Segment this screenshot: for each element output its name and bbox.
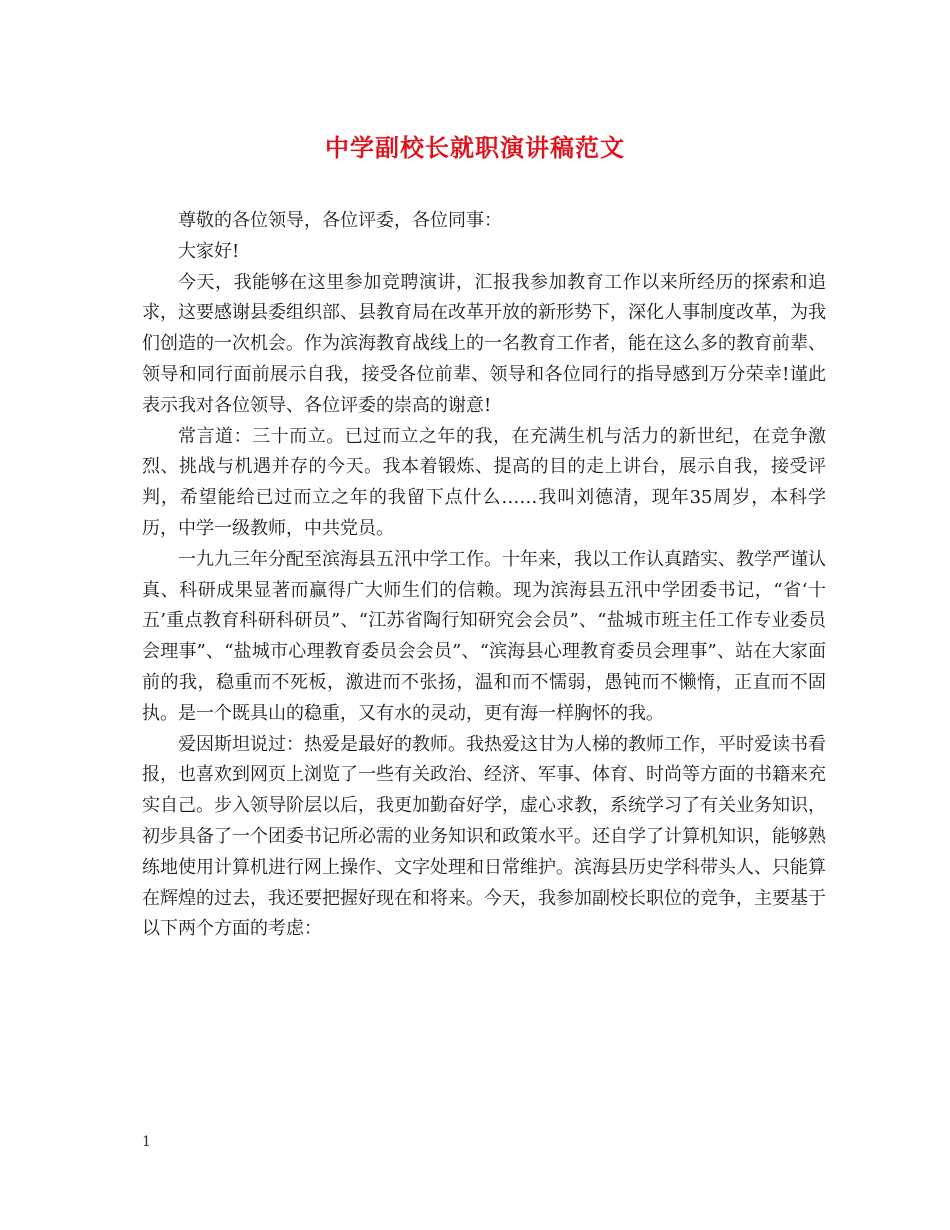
document-title: 中学副校长就职演讲稿范文 xyxy=(325,133,625,162)
document-body xyxy=(142,206,826,945)
paragraph-opening: 今天，我能够在这里参加竞聘演讲，汇报我参加教育工作以来所经历的探索和追求，这要感谢县委组织部、县教育局在改革开放的新形势下，深化人事制度改革，为我们创造的一次机会。作为滨海教育战线上的一名教育工作者，能在这么多的教育前辈、领导和同行面前展示自我，接受各位前辈、领导和各位同行的指导感到万分荣幸!谨此表示我对各位领导、各位评委的崇高的谢意! xyxy=(142,271,826,416)
paragraph-motivation: 爱因斯坦说过：热爱是最好的教师。我热爱这甘为人梯的教师工作，平时爱读书看报，也喜欢到网页上浏览了一些有关政治、经济、军事、体育、时尚等方面的书籍来充实自己。步入领导阶层以后，我更加勤奋好学，虚心求教，系统学习了有关业务知识，初步具备了一个团委书记所必需的业务知识和政策水平。还自学了计算机知识，能够熟练地使用计算机进行网上操作、文字处理和日常维护。滨海县历史学科带头人、只能算在辉煌的过去，我还要把握好现在和将来。今天，我参加副校长职位的竞争，主要基于以下两个方面的考虑： xyxy=(142,733,826,940)
paragraph-salutation: 尊敬的各位领导，各位评委，各位同事： xyxy=(178,210,502,231)
paragraph-self-intro: 常言道：三十而立。已过而立之年的我，在充满生机与活力的新世纪，在竞争激烈、挑战与机遇并存的今天。我本着锻炼、提高的目的走上讲台，展示自我，接受评判，希望能给已过而立之年的我留下点什么……我叫刘德清，现年35周岁，本科学历，中学一级教师，中共党员。 xyxy=(142,425,826,539)
page-number: 1 xyxy=(142,1134,151,1150)
paragraph-greeting: 大家好! xyxy=(178,240,240,262)
paragraph-work-history: 一九九三年分配至滨海县五汛中学工作。十年来，我以工作认真踏实、教学严谨认真、科研成果显著而赢得广大师生们的信赖。现为滨海县五汛中学团委书记，“省‘十五’重点教育科研科研员”、“江苏省陶行知研究会会员”、“盐城市班主任工作专业委员会理事”、“盐城市心理教育委员会会员”、“滨海县心理教育委员会理事”、站在大家面前的我，稳重而不死板，激进而不张扬，温和而不懦弱，愚钝而不懒惰，正直而不固执。是一个既具山的稳重，又有水的灵动，更有海一样胸怀的我。 xyxy=(142,548,826,724)
